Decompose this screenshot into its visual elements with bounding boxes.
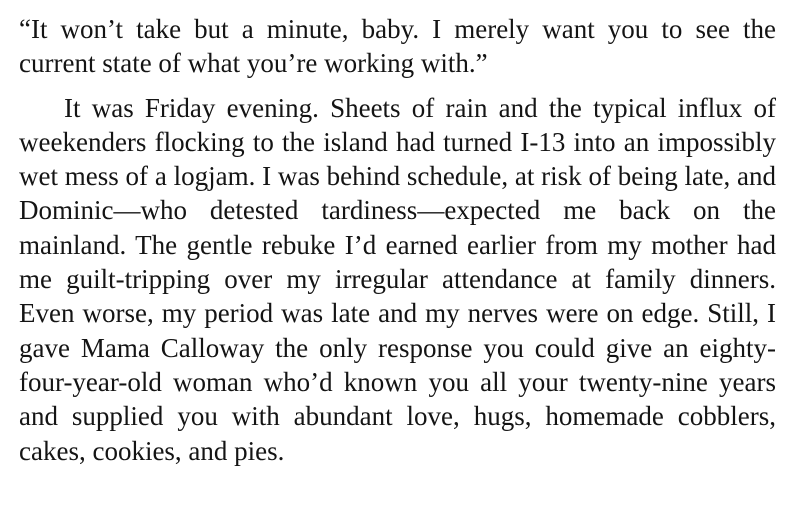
paragraph-dialogue: “It won’t take but a minute, baby. I merely want you to see the current state of what you’re working with.” — [19, 14, 776, 79]
paragraph-narrative: It was Friday evening. Sheets of rain and the typical influx of weekenders flocking to the island had turned I-13 into an impossibly wet mess of a logjam. I was behind schedule, at risk of being late, and Dominic—who detested tardiness—expected me back on the mainland. The gentle rebuke I’d earned earlier from my mother had me guilt-tripping over my irregular attendance at family dinners. Even worse, my period was late and my nerves were on edge. Still, I gave Mama Calloway the only response you could give an eighty-four-year-old woman who’d known you all your twenty-nine years and supplied you with abundant love, hugs, homemade cobblers, cakes, cookies, and pies. — [19, 92, 776, 466]
book-page — [19, 12, 776, 468]
